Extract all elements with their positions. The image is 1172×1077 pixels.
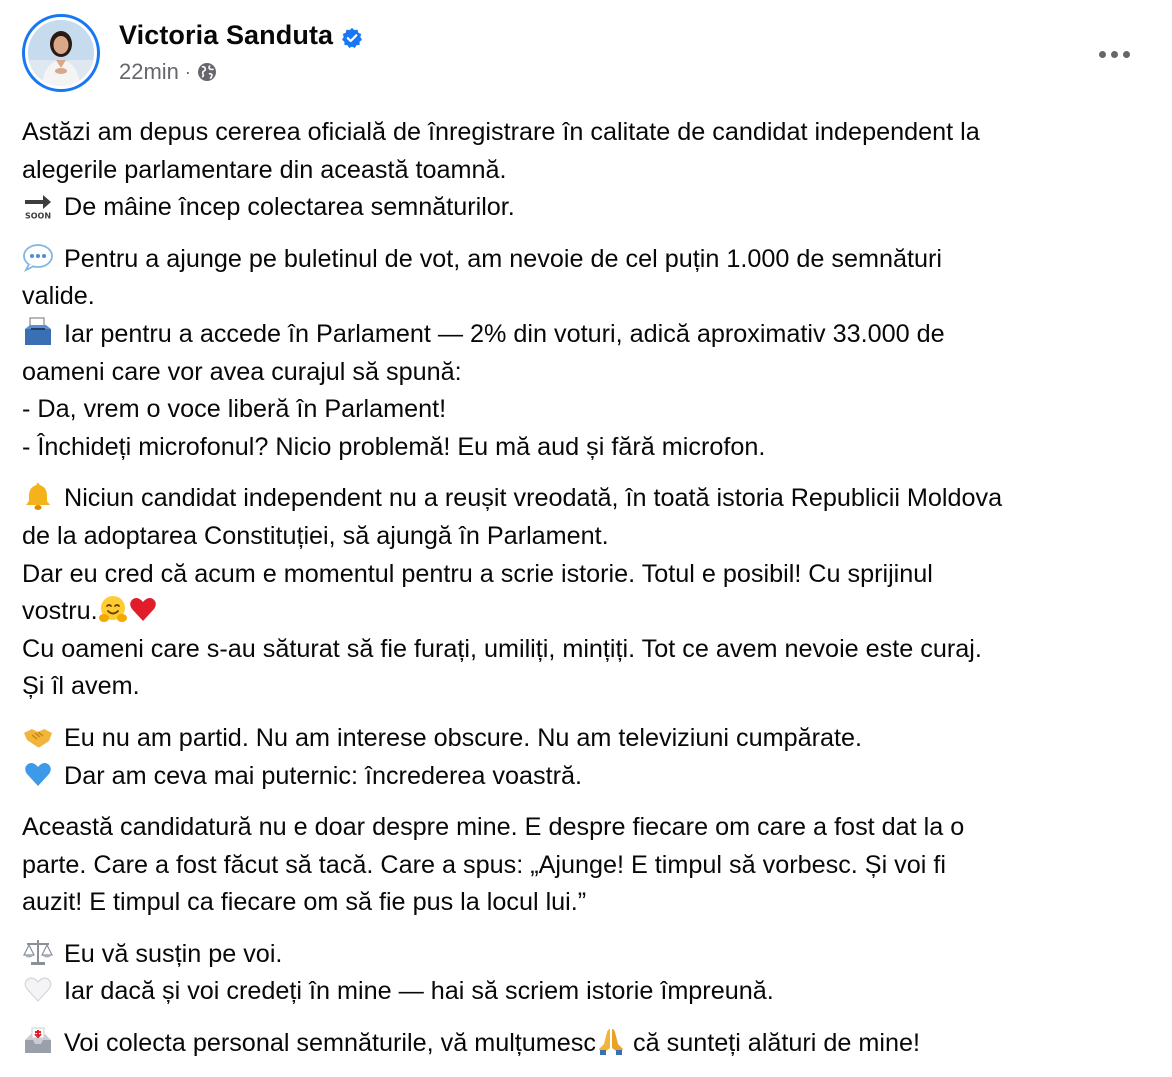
text-line-with-emoji bbox=[22, 758, 1158, 796]
text-segment: Eu nu am partid. Nu am interese obscure. Nu am televiziuni cumpărate. bbox=[64, 723, 862, 752]
folded-hands-icon bbox=[596, 1026, 626, 1056]
speech-bubble-icon bbox=[22, 242, 54, 272]
text-segment: Iar pentru a accede în Parlament — 2% din voturi, adică aproximativ 33.000 de bbox=[64, 319, 945, 348]
text-line: valide. bbox=[22, 282, 95, 311]
ballot-box-icon bbox=[22, 317, 54, 347]
more-dot bbox=[1123, 51, 1130, 58]
inbox-tray-icon bbox=[22, 1026, 54, 1056]
paragraph-5 bbox=[22, 809, 1158, 922]
paragraph-1 bbox=[22, 114, 1158, 227]
text-segment: Voi colecta personal semnăturile, vă mulțumesc bbox=[64, 1029, 596, 1058]
text-line-with-emoji bbox=[22, 936, 1158, 974]
post-meta bbox=[119, 59, 217, 85]
more-dot bbox=[1099, 51, 1106, 58]
author-name-row bbox=[119, 20, 363, 51]
paragraph-3 bbox=[22, 480, 1158, 706]
meta-separator: · bbox=[184, 61, 191, 82]
text-line: - Da, vrem o voce liberă în Parlament! bbox=[22, 395, 447, 424]
text-segment: Dar am ceva mai puternic: încrederea voastră. bbox=[64, 761, 582, 790]
svg-text:SOON: SOON bbox=[24, 211, 52, 221]
more-options-icon[interactable] bbox=[1094, 42, 1134, 66]
post-text bbox=[22, 114, 1158, 1077]
text-segment: Iar dacă și voi credeți în mine — hai să scriem istorie împreună. bbox=[64, 977, 774, 1006]
text-line: parte. Care a fost făcut să tacă. Care a spus: „Ajunge! E timpul să vorbesc. Și voi fi bbox=[22, 850, 946, 879]
text-segment: Eu vă susțin pe voi. bbox=[64, 939, 283, 968]
more-dot bbox=[1111, 51, 1118, 58]
author-name[interactable]: Victoria Sanduta bbox=[119, 20, 334, 50]
white-heart-icon bbox=[22, 974, 54, 1004]
text-line: Și îl avem. bbox=[22, 672, 140, 701]
text-line: Această candidatură nu e doar despre mine. E despre fiecare om care a fost dat la o bbox=[22, 813, 965, 842]
author-avatar[interactable] bbox=[22, 14, 100, 92]
text-segment: vostru. bbox=[22, 597, 98, 626]
text-line: Cu oameni care s-au săturat să fie furați, umiliți, mințiți. Tot ce avem nevoie este curaj. bbox=[22, 634, 982, 663]
paragraph-6 bbox=[22, 936, 1158, 1011]
text-line: alegerile parlamentare din această toamnă. bbox=[22, 155, 507, 184]
globe-icon[interactable] bbox=[197, 62, 217, 82]
text-line-with-emoji bbox=[22, 316, 1158, 354]
paragraph-7 bbox=[22, 1025, 1158, 1063]
text-line-with-emoji bbox=[22, 480, 1158, 518]
text-line-with-emoji bbox=[22, 593, 1158, 631]
text-segment: Pentru a ajunge pe buletinul de vot, am nevoie de cel puțin 1.000 de semnături bbox=[64, 244, 942, 273]
text-line-with-emoji bbox=[22, 189, 1158, 227]
text-line: oameni care vor avea curajul să spună: bbox=[22, 357, 462, 386]
hugging-face-icon bbox=[98, 594, 128, 624]
blue-heart-icon bbox=[22, 759, 54, 789]
bell-icon bbox=[22, 481, 54, 511]
text-segment: De mâine încep colectarea semnăturilor. bbox=[64, 193, 515, 222]
text-segment: că sunteți alături de mine! bbox=[626, 1029, 921, 1058]
text-line: de la adoptarea Constituției, să ajungă în Parlament. bbox=[22, 521, 609, 550]
soon-arrow-icon bbox=[22, 190, 54, 220]
verified-badge-icon bbox=[341, 25, 363, 47]
avatar-photo bbox=[28, 20, 94, 86]
text-segment: Niciun candidat independent nu a reușit vreodată, în toată istoria Republicii Moldova bbox=[64, 484, 1003, 513]
text-line: Astăzi am depus cererea oficială de înregistrare în calitate de candidat independent la bbox=[22, 118, 980, 146]
text-line-with-emoji bbox=[22, 1025, 1158, 1063]
red-heart-icon bbox=[128, 594, 158, 624]
post-time[interactable]: 22min bbox=[119, 59, 179, 84]
text-line-with-emoji bbox=[22, 241, 1158, 279]
text-line-with-emoji bbox=[22, 720, 1158, 758]
handshake-icon bbox=[22, 721, 54, 751]
text-line: Dar eu cred că acum e momentul pentru a scrie istorie. Totul e posibil! Cu sprijinul bbox=[22, 559, 933, 588]
paragraph-2 bbox=[22, 241, 1158, 467]
text-line: - Închideți microfonul? Nicio problemă! Eu mă aud și fără microfon. bbox=[22, 432, 766, 461]
balance-scale-icon bbox=[22, 937, 54, 967]
paragraph-4 bbox=[22, 720, 1158, 795]
post-header bbox=[22, 14, 1150, 92]
text-line-with-emoji bbox=[22, 973, 1158, 1011]
text-line: auzit! E timpul ca fiecare om să fie pus la locul lui.” bbox=[22, 888, 587, 917]
